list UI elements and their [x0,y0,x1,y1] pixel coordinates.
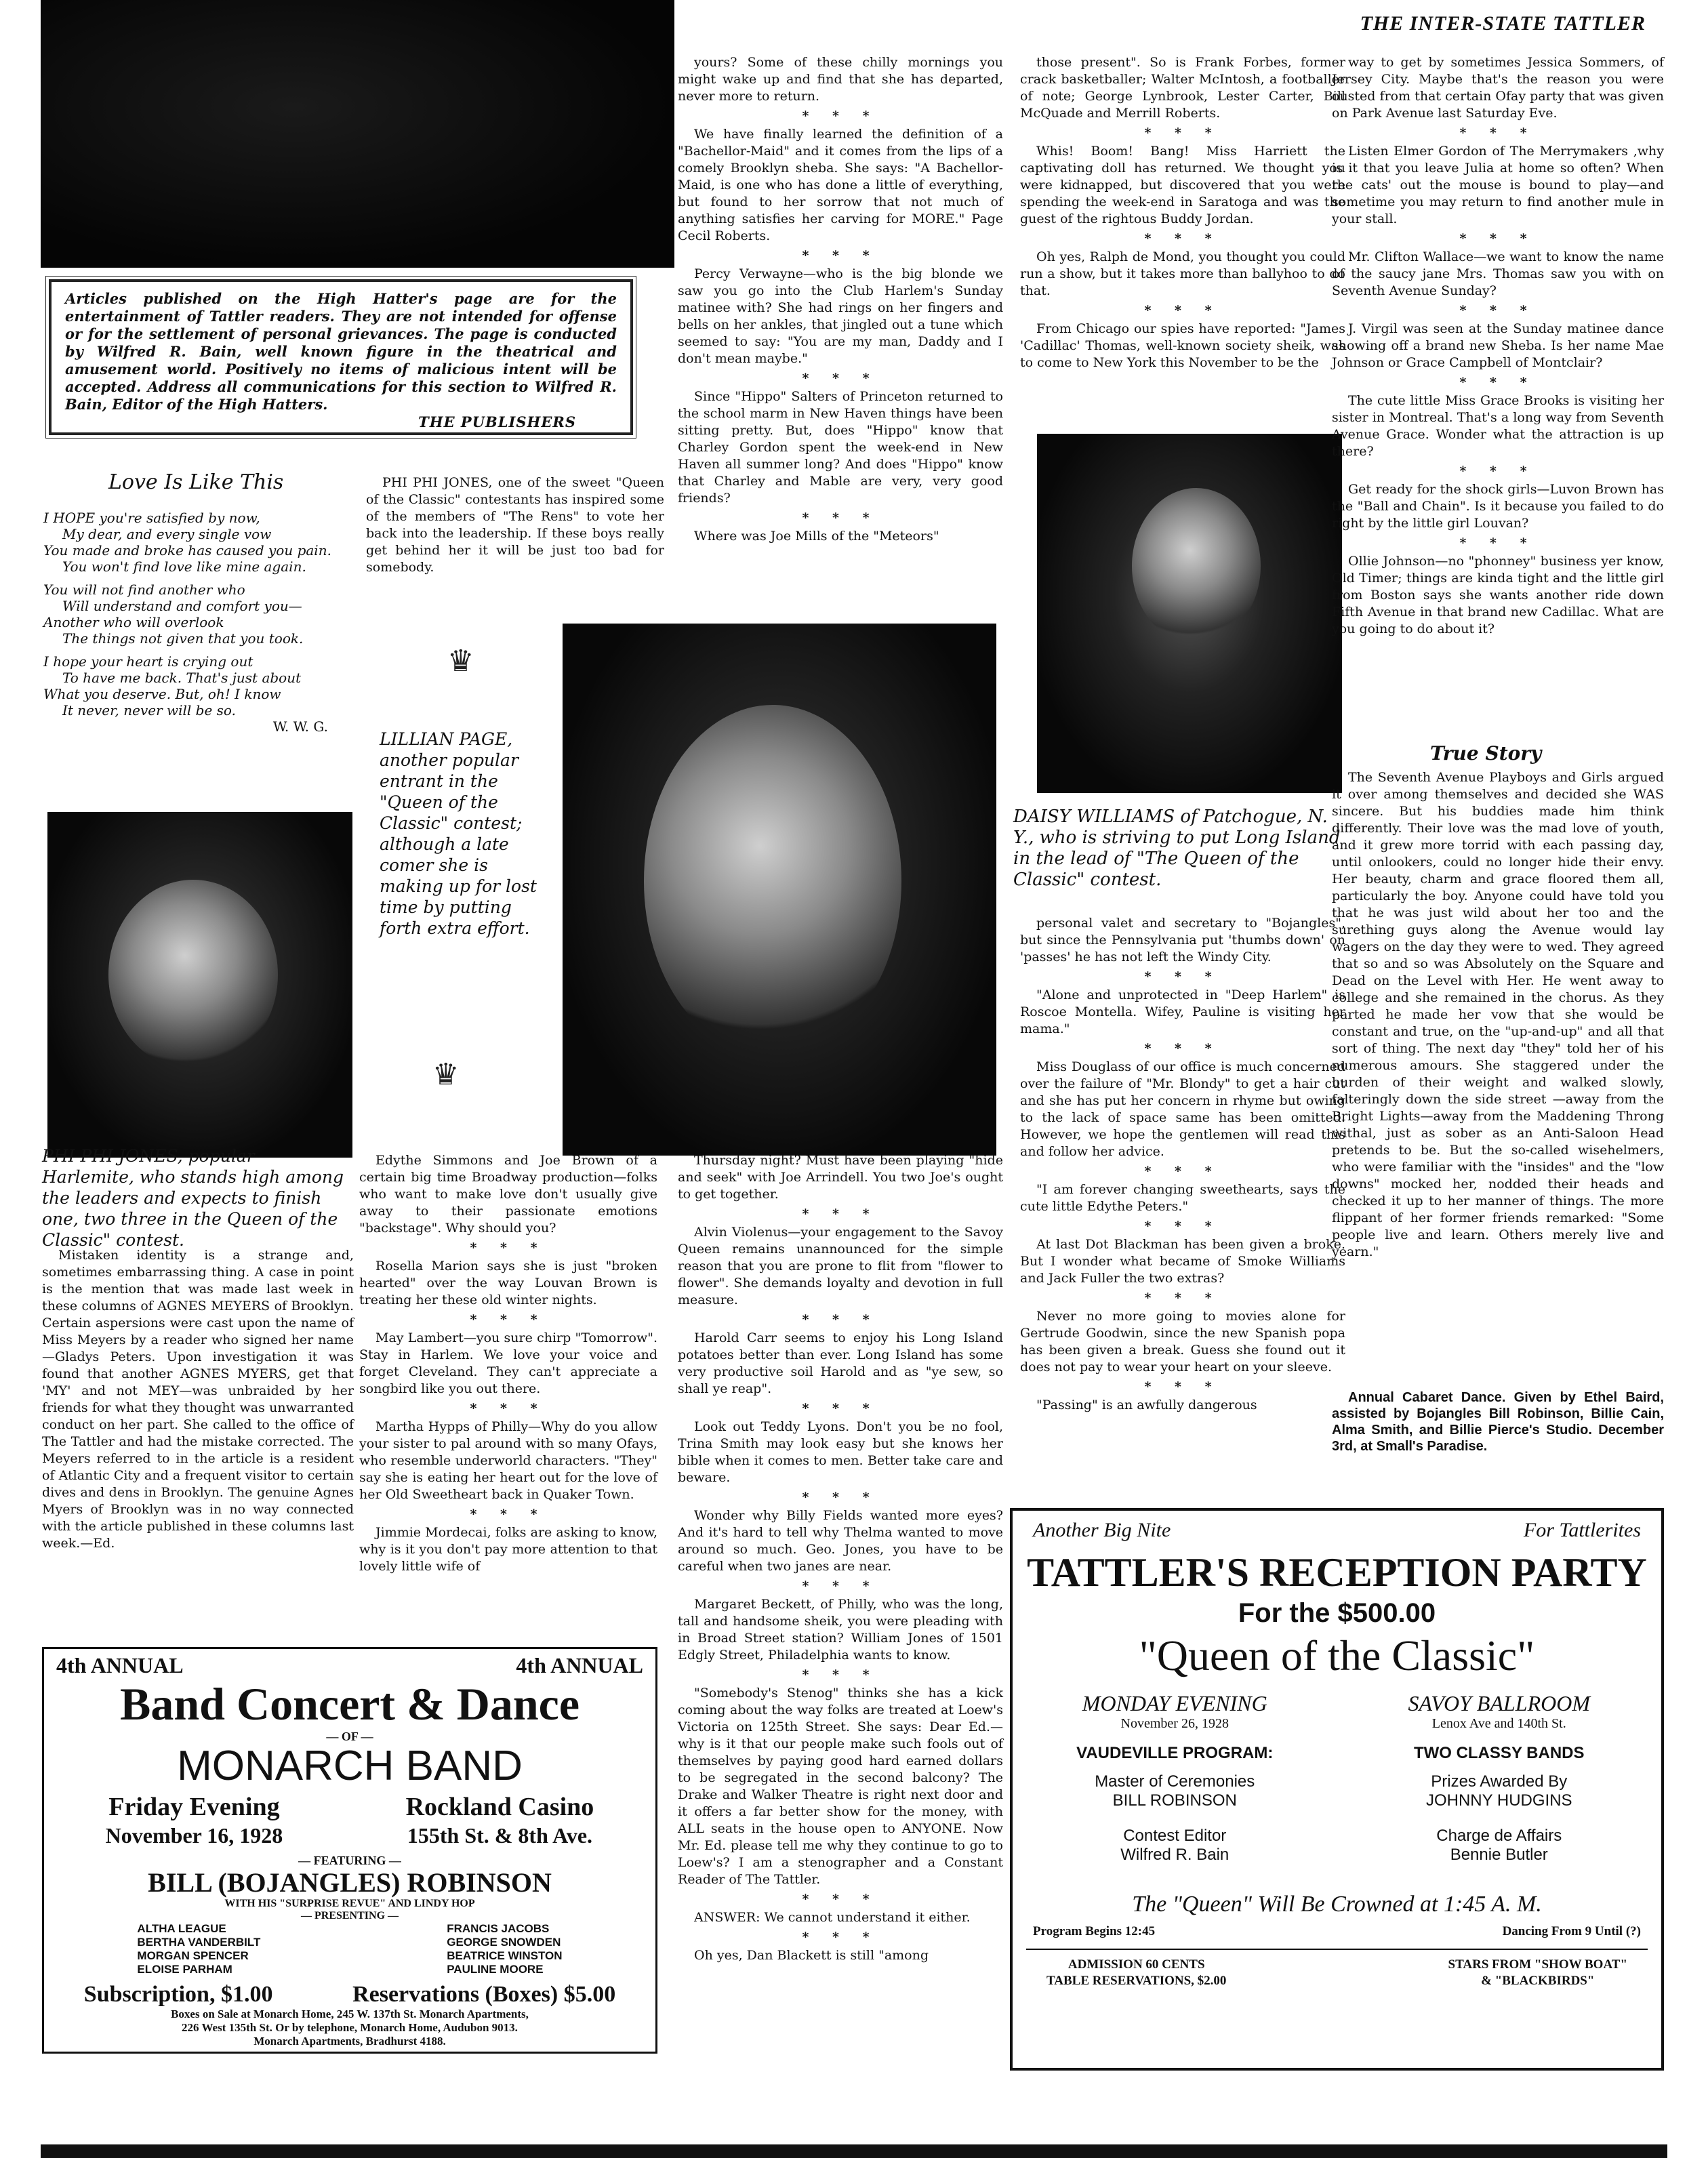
true-story [1332,769,1664,1263]
gossip-item: May Lambert—you sure chirp "Tomorrow". Stay in Harlem. We love your voice and forget Cleveland. They can't appreciate a songbird like you out there. [359,1330,657,1396]
gossip-item: Edythe Simmons and Joe Brown of a certain big time Broadway production—folks who want to make love don't usually give away to their passionate emotions "backstage". Why should you? [359,1153,657,1236]
performer-name: ALTHA LEAGUE [137,1922,226,1935]
performer-name: MORGAN SPENCER [137,1949,249,1962]
gossip-item: Alvin Violenus—your engagement to the Savoy Queen remains unannounced for the simple reason that you are prone to flit from "flower to flower". She demands loyalty and devotion in full measure. [678,1225,1003,1307]
top-photo-block [41,0,674,268]
column-1-bottom [42,1247,354,1555]
monarch-star: BILL (BOJANGLES) ROBINSON [148,1867,552,1898]
gossip-item: J. Virgil was seen at the Sunday matinee dance showing off a brand new Sheba. Is her name Mae Johnson or Grace Campbell of Montclair? [1332,321,1664,370]
gossip-item: Mr. Clifton Wallace—we want to know the name of the saucy jane Mrs. Thomas saw you with on Seventh Avenue Sunday? [1332,249,1664,298]
column-4-top [1020,54,1345,374]
poem-line: My dear, and every single vow [62,526,272,542]
charge-name: Bennie Butler [1450,1846,1548,1864]
daisy-williams-photo [1037,434,1342,793]
poem-line: You will not find another who [43,582,245,598]
item-separator: * * * [1144,231,1221,246]
presenting-label: — PRESENTING — [300,1910,399,1921]
true-story-text: The Seventh Avenue Playboys and Girls argued it over among themselves and decided she WAS sincere. But his buddies made him think differently. Their love was the mad love of youth, and it grew more torrid with each passing day, until onlookers, could no longer hide their envy. Her beauty, charm and grace floored them all, particularly the boy. Anyone could have told you that he was just wild about her too and the surething guys along the Avenue would lay wagers on the day they were to wed. They agreed that so and so was Absolutely on the Square and Dead on the Level with Her. He went away to college and she remained in the chorus. As they parted he made her vow that she would be constant and true, on the "up-and-up" and all that sort of thing. The next day "they" told her of his numerous amours. She staggered under the burden of their weight and walked slowly, falteringly down the side street —away from the Bright Lights—away from the Maddening Throng withal, just as sober as an Anti-Saloon Head pretends to be. But the so-called wisehelmers, who were familiar with the "insides" and the "low downs" mocked her, nodded their heads and checked it up to her manner of things. The more flippant of her former friends remarked: "Some people live and learn. Others merely live and yearn." [1332,770,1664,1259]
poem-line: It never, never will be so. [62,702,236,718]
item-separator: * * * [1144,303,1221,318]
item-separator: * * * [1459,535,1537,550]
notice-signature: THE PUBLISHERS [418,413,576,430]
item-separator: * * * [1459,231,1537,246]
crowned-line: The "Queen" Will Be Crowned at 1:45 A. M. [1132,1892,1542,1917]
item-separator: * * * [802,1930,879,1945]
item-separator: * * * [802,1667,879,1682]
gossip-item: Listen Elmer Gordon of The Merrymakers ,why is it that you leave Julia at home so often? When the cats' out the mouse is bound to play—and sometime you may return to find another mule in your stall. [1332,144,1664,226]
performer-name: BEATRICE WINSTON [447,1949,563,1962]
gossip-item: Wonder why Billy Fields wanted more eyes? And it's hard to tell why Thelma wanted to move around so much. Geo. Jones, you have to be careful when two janes are near. [678,1508,1003,1574]
poem-line: You won't find love like mine again. [62,558,306,575]
gossip-item: We have finally learned the definition of a "Bachellor-Maid" and it comes from the lips of a comely Brooklyn sheba. She says: "A Bachellor-Maid, is one who has done a little of everything, but found to her sorrow that not much of anything satisfies her carving for MORE." Page Cecil Roberts. [678,127,1003,243]
bands-label: TWO CLASSY BANDS [1413,1744,1585,1762]
item-separator: * * * [470,1240,547,1255]
reception-headline: TATTLER'S RECEPTION PARTY [1027,1550,1647,1595]
performer-name: ELOISE PARHAM [137,1963,232,1976]
monarch-date: November 16, 1928 [105,1823,283,1848]
item-separator: * * * [1144,1290,1221,1305]
poem-lines [43,510,362,718]
monarch-address: 155th St. & 8th Ave. [407,1823,593,1848]
monarch-of: — OF — [326,1730,373,1743]
column-3-top [678,54,1003,548]
gossip-item: Thursday night? Must have been playing "hide and seek" with Joe Arrindell. You two Joe's ought to get together. [678,1153,1003,1202]
reception-party-ad [1010,1508,1664,2071]
item-separator: * * * [470,1312,547,1327]
gossip-item: Where was Joe Mills of the "Meteors" [694,529,939,544]
item-separator: * * * [802,371,879,386]
item-separator: * * * [1144,1164,1221,1179]
gossip-item: Harold Carr seems to enjoy his Long Island potatoes better than ever. Long Island has some very productive soil Harold and as "ye sew, so shall ye reap". [678,1330,1003,1396]
performer-name: FRANCIS JACOBS [447,1922,550,1935]
item-separator: * * * [470,1507,547,1522]
daisy-williams-caption: DAISY WILLIAMS of Patchogue, N. Y., who is striving to put Long Island in the lead of "The Queen of the Classic" contest. [1013,807,1341,890]
gossip-item: From Chicago our spies have reported: "James 'Cadillac' Thomas, well-known society sheik, was to come to New York this November to be the [1020,321,1345,370]
true-story-title: True Story [1430,742,1542,765]
reception-top-left: Another Big Nite [1033,1519,1171,1541]
item-separator: * * * [1144,1379,1221,1394]
column-3-bottom [678,1152,1003,1967]
gossip-item: "Alone and unprotected in "Deep Harlem" is Roscoe Montella. Wifey, Pauline is visiting her mama." [1020,988,1345,1036]
item-separator: * * * [470,1401,547,1416]
performers-right [447,1922,562,1976]
table-reservations: TABLE RESERVATIONS, $2.00 [1046,1974,1227,1988]
boxes-line-2: 226 West 135th St. Or by telephone, Monarch Home, Audubon 9013. [182,2021,518,2034]
poem-line: The things not given that you took. [62,630,304,647]
item-separator: * * * [1144,1041,1221,1056]
item-separator: * * * [1144,125,1221,140]
item-separator: * * * [802,248,879,263]
poem-title: Love Is Like This [108,470,284,494]
poem-line: Another who will overlook [43,614,224,630]
prizes-label: Prizes Awarded By [1431,1772,1568,1791]
performer-name: PAULINE MOORE [447,1963,544,1976]
reception-venue: SAVOY BALLROOM [1408,1691,1591,1715]
monarch-venue: Rockland Casino [405,1793,594,1821]
monarch-band-name: MONARCH BAND [177,1743,523,1789]
item-separator: * * * [802,1892,879,1907]
phi-phi-jones-photo [47,812,352,1158]
gossip-item: Miss Douglass of our office is much concerned over the failure of "Mr. Blondy" to get a hair cut and she has put her concern in rhyme but owing to the lack of space same has been omitted. However, we hope the gentlemen will read this and follow her advice. [1020,1059,1345,1159]
performers-left [137,1922,260,1976]
gossip-item: "I am forever changing sweethearts, says the cute little Edythe Peters." [1020,1182,1345,1214]
item-separator: * * * [802,1312,879,1327]
monarch-band-ad [42,1647,657,2054]
performer-name: GEORGE SNOWDEN [447,1936,561,1949]
annual-right: 4th ANNUAL [516,1653,643,1677]
gossip-item: Never no more going to movies alone for Gertrude Goodwin, since the new Spanish popa has been given a break. Guess she found out it does not pay to wear your heart on your sleeve. [1020,1309,1345,1375]
boxes-line-1: Boxes on Sale at Monarch Home, 245 W. 137th St. Monarch Apartments, [171,2008,529,2020]
item-separator: * * * [802,1206,879,1221]
stars-line-1: STARS FROM "SHOW BOAT" [1448,1957,1627,1972]
poem-line: I hope your heart is crying out [43,653,253,670]
admission: ADMISSION 60 CENTS [1068,1957,1205,1972]
reception-date: November 26, 1928 [1120,1716,1229,1731]
item-separator: * * * [1459,464,1537,479]
gossip-item: Rosella Marion says she is just "broken hearted" over the way Louvan Brown is treating her these old winter nights. [359,1259,657,1307]
phi-phi-caption-bottom: PHI PHI JONES, popular Harlemite, who stands high among the leaders and expects to finish one, two three in the Queen of the Classic" contest. [42,1146,344,1250]
mc-label: Master of Ceremonies [1095,1772,1255,1791]
column-2-bottom [359,1152,657,1578]
dancing-hours: Dancing From 9 Until (?) [1502,1924,1641,1938]
poem-line: To have me back. That's just about [62,670,302,686]
mc-name: BILL ROBINSON [1112,1791,1237,1810]
notice-text: Articles published on the High Hatter's page are for the entertainment of Tattler readers. They are not intended for offense or for the settlement of personal grievances. The page is conducted by Wilfred R. Bain, well known figure in the theatrical and amusement world. Positively no items of malicious intent will be accepted. Address all communications for this section to Wilfred R. Bain, Editor of the High Hatters. [65,290,617,413]
phi-phi-caption-top [366,474,664,579]
editor-label: Contest Editor [1123,1827,1227,1845]
gossip-item: Percy Verwayne—who is the big blonde we saw you go into the Club Harlem's Sunday matinee with? She had rings on her fingers and bells on her ankles, that jingled out a tune which seemed to say: "You are my man, Daddy and I don't mean maybe." [678,266,1003,366]
featuring-label: — FEATURING — [298,1854,401,1867]
gossip-item: Mistaken identity is a strange and, sometimes embarrassing thing. A case in point is the mention that was made last week in these columns of AGNES MEYERS of Brooklyn. Certain aspersions were cast upon the name of Miss Meyers by a reader who signed her name—Gladys Peters. Upon investigation it was found that another AGNES MYERS, get that 'MY' and not MEY—was unbraided by her friends for what they thought was unwarranted conduct on her part. She called to the office of The Tattler and had the mistake corrected. The Meyers referred to in the article is a resident of Atlantic City and a frequent visitor to certain dives and dens in Brooklyn. The genuine Agnes Myers of Brooklyn was in no way connected with the article published in these columns last week.—Ed. [42,1248,354,1551]
item-separator: * * * [1459,303,1537,318]
subscription-price: Subscription, $1.00 [83,1982,273,2007]
running-head: THE INTER-STATE TATTLER [1360,12,1646,35]
gossip-item: "Somebody's Stenog" thinks she has a kick coming about the way folks are treated at Loew's Victoria on 125th Street. She says: Dear Ed.—why is it that our people make such fools out of themselves by paying good hard earned dollars to be segregated in the second balcony? The Drake and Walker Theatre is right next door and it offers a far better show for the money, with ALL seats in the house open to ANYONE. Now Mr. Ed. please tell me why they continue to go to Loew's? I am a stenographer and a Constant Reader of The Tattler. [678,1686,1003,1887]
monarch-star-sub: WITH HIS "SURPRISE REVUE" AND LINDY HOP [224,1898,475,1909]
gossip-item: Oh yes, Dan Blackett is still "among [694,1948,929,1963]
gossip-item: Since "Hippo" Salters of Princeton returned to the school marm in New Haven things have been sitting pretty. But, does "Hippo" know that Charley Gordon spent the week-end in New Haven all summer long? And does "Hippo" know that Charley and Mable are very, very good friends? [678,389,1003,506]
poem-line: Will understand and comfort you— [62,598,302,614]
gossip-item: Margaret Beckett, of Philly, who was the long, tall and handsome sheik, you were pleading with in Broad Street station? William Jones of 1501 Edgly Street, Philadelphia wants to know. [678,1597,1003,1663]
monarch-day: Friday Evening [108,1793,280,1821]
performer-name: BERTHA VANDERBILT [137,1936,261,1949]
gossip-item: Jimmie Mordecai, folks are asking to know, why is it you don't pay more attention to that lovely little wife of [359,1525,657,1574]
gossip-item: way to get by sometimes Jessica Sommers, of Jersey City. Maybe that's the reason you were ousted from that certain Ofay party that was given on Park Avenue last Saturday Eve. [1332,55,1664,121]
annual-left: 4th ANNUAL [56,1653,184,1677]
monarch-headline: Band Concert & Dance [119,1678,580,1730]
crown-ornament-icon: ♛ [447,644,474,678]
item-separator: * * * [1459,125,1537,140]
item-separator: * * * [802,1579,879,1593]
crown-ornament-icon: ♛ [432,1057,460,1092]
lillian-page-photo [563,624,996,1156]
gossip-item: those present". So is Frank Forbes, former crack basketballer; Walter McIntosh, a footballer of note; George Lynbrook, Lester Carter, Bill McQuade and Merrill Roberts. [1020,55,1345,121]
gossip-item: Oh yes, Ralph de Mond, you thought you could run a show, but it takes more than ballyhoo to do that. [1020,249,1345,298]
reception-day: MONDAY EVENING [1082,1691,1267,1715]
gossip-item: The cute little Miss Grace Brooks is visiting her sister in Montreal. That's a long way from Seventh Avenue Grace. Wonder what the attraction is up there? [1332,393,1664,459]
reception-prize: For the $500.00 [1238,1598,1436,1628]
item-separator: * * * [802,1490,879,1505]
program-begins: Program Begins 12:45 [1033,1924,1156,1938]
item-separator: * * * [1144,1219,1221,1234]
gossip-item: Get ready for the shock girls—Luvon Brown has the "Ball and Chain". Is it because you failed to do right by the little girl Louvan? [1332,482,1664,531]
item-separator: * * * [1459,375,1537,390]
column-4-bottom [1020,915,1345,1417]
gossip-item: Ollie Johnson—no "phonney" business yer know, Old Timer; things are kinda tight and the little girl from Boston says she wants another ride down Fifth Avenue in that brand new Cadillac. What are you going to do about it? [1332,554,1664,636]
publishers-notice [49,279,633,435]
gossip-item: Look out Teddy Lyons. Don't you be no fool, Trina Smith may look easy but she knows her bible when it comes to men. Better take care and beware. [678,1419,1003,1485]
gossip-item: Martha Hypps of Philly—Why do you allow your sister to pal around with so many Ofays, who resemble underworld characters. "They" say she is eating her heart out for the love of her Old Sweetheart back in Quaker Town. [359,1419,657,1502]
poem-line: You made and broke has caused you pain. [43,542,331,558]
poem-line: I HOPE you're satisfied by now, [43,510,260,526]
reception-top-right: For Tattlerites [1523,1519,1641,1541]
bottom-scan-edge [41,2144,1667,2158]
gossip-item: yours? Some of these chilly mornings you might wake up and find that she has departed, never more to return. [678,55,1003,104]
item-separator: * * * [802,108,879,123]
gossip-item: personal valet and secretary to "Bojangles", but since the Pennsylvania put 'thumbs down' on 'passes' he has not left the Windy City. [1020,916,1345,964]
gossip-item: ANSWER: We cannot understand it either. [694,1910,971,1925]
poem [43,510,362,735]
reservation-price: Reservations (Boxes) $5.00 [352,1982,616,2007]
phi-phi-caption-top-text: PHI PHI JONES, one of the sweet "Queen of the Classic" contestants has inspired some of the members of "The Rens" to vote her back into the leadership. If these boys really get behind her it will be just too bad for somebody. [366,475,664,575]
cabaret-notice [1332,1389,1664,1457]
prizes-by: JOHNNY HUDGINS [1425,1791,1572,1810]
editor-name: Wilfred R. Bain [1120,1846,1229,1864]
item-separator: * * * [802,510,879,525]
stars-line-2: & "BLACKBIRDS" [1481,1974,1595,1988]
poem-signature: W. W. G. [272,718,328,735]
lillian-page-caption: LILLIAN PAGE, another popular entrant in the "Queen of the Classic" contest; although a late comer she is making up for lost time by putting forth extra effort. [380,729,537,938]
reception-contest: "Queen of the Classic" [1139,1631,1535,1679]
boxes-line-3: Monarch Apartments, Bradhurst 4188. [253,2035,446,2048]
gossip-item: Whis! Boom! Bang! Miss Harriett the captivating doll has returned. We thought you were kidnapped, but discovered that you were spending the week-end in Saratoga and was the guest of the rightous Buddy Jordan. [1020,144,1345,226]
gossip-item: "Passing" is an awfully dangerous [1036,1398,1257,1412]
gossip-item: At last Dot Blackman has been given a broke. But I wonder what became of Smoke Williams and Jack Fuller the two extras? [1020,1237,1345,1286]
poem-line: What you deserve. But, oh! I know [43,686,281,702]
program-label: VAUDEVILLE PROGRAM: [1076,1744,1274,1762]
item-separator: * * * [802,1401,879,1416]
charge-label: Charge de Affairs [1436,1827,1562,1845]
item-separator: * * * [1144,969,1221,984]
column-5-top [1332,54,1664,640]
cabaret-notice-text: Annual Cabaret Dance. Given by Ethel Baird, assisted by Bojangles Bill Robinson, Billie Cain, Alma Smith, and Billie Pierce's Studio. December 3rd, at Small's Paradise. [1332,1390,1664,1454]
reception-address: Lenox Ave and 140th St. [1431,1716,1566,1731]
